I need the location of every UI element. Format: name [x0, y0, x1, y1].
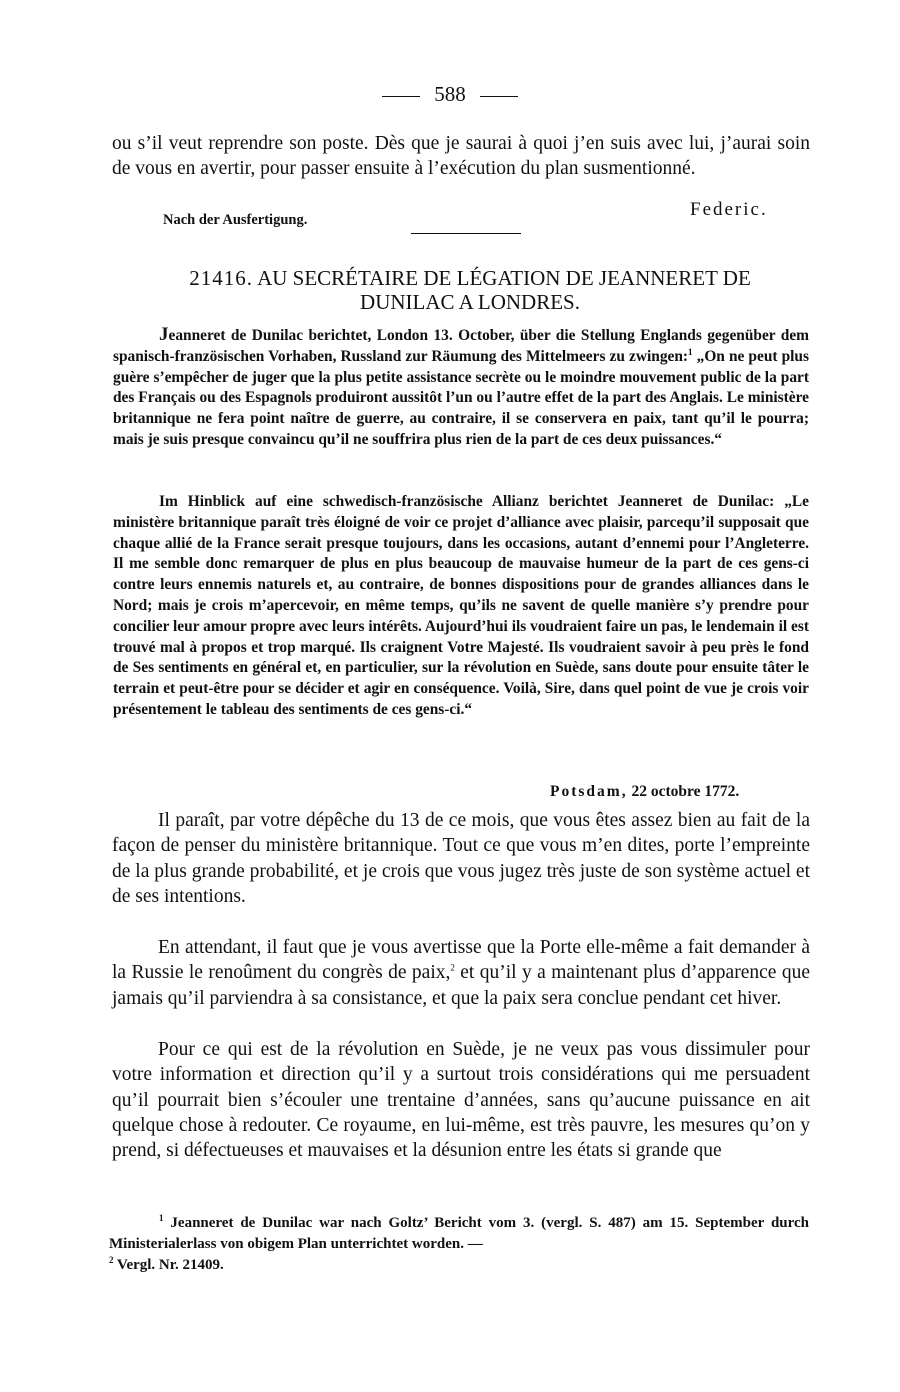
footnote-2 [109, 1255, 809, 1276]
summary-initial: J [159, 324, 169, 345]
footnote-2-mark: 2 [109, 1255, 114, 1265]
footnote-1-text: Jeanneret de Dunilac war nach Goltz’ Bericht vom 3. (vergl. S. 487) am 15. September durch Ministerialerlass von obigem Plan unterrichtet worden. — [109, 1215, 810, 1252]
body-paragraph-1 [112, 808, 810, 909]
source-note: Nach der Ausfertigung. [163, 212, 308, 228]
header-dash-left [382, 96, 420, 97]
letter-heading [140, 266, 800, 314]
summary-paragraph-2 [113, 492, 809, 721]
letter-number: 21416. [189, 266, 253, 290]
body-paragraph-2 [112, 935, 810, 1011]
footnote-2-text: Vergl. Nr. 21409. [116, 1257, 224, 1273]
summary-text-1: eanneret de Dunilac berichtet, London 13. October, über die Stellung Englands gegenüber dem spanisch-französischen Vorhaben, Russland zur Räumung des Mittelmeers zu zwingen: [113, 327, 809, 365]
letter-title: AU SECRÉTAIRE DE LÉGATION DE JEANNERET DE DUNILAC A LONDRES. [257, 266, 751, 314]
summary-quote-1: „On ne peut plus guère s’empêcher de juger que la plus petite assistance secrète ou le moindre mouvement public de la part des Français ou des Espagnols produiront aussitôt l’un ou l’autre effet de la part des Anglais. Le ministère britannique ne fera point naître de guerre, au contraire, il se conservera en paix, tant qu’il le pourra; mais je suis presque convaincu qu’il ne souffrira plus rien de la part de ces deux puissances.“ [113, 347, 809, 448]
dateline-date: 22 octobre 1772. [631, 783, 740, 800]
separator-rule [411, 233, 521, 234]
footnote-1 [109, 1213, 809, 1254]
carryover-paragraph: ou s’il veut reprendre son poste. Dès que je saurai à quoi j’en suis avec lui, j’aurai soin de vous en avertir, pour passer ensuite à l’exécution du plan susmentionné. [112, 133, 810, 180]
page-number: 588 [434, 82, 466, 106]
footnote-ref-1: 1 [688, 346, 693, 357]
dateline-place: Potsdam, [550, 783, 628, 800]
header-dash-right [480, 96, 518, 97]
footnote-1-mark: 1 [159, 1213, 164, 1223]
footnote-ref-2: 2 [450, 962, 455, 973]
body-text-2a: En attendant, il faut que je vous avertisse que la Porte elle-même a fait demander à la Russie le renoûment du congrès de paix, [112, 937, 810, 984]
summary-paragraph-1 [113, 325, 809, 451]
dateline [550, 783, 739, 801]
body-text-1: Il paraît, par votre dépêche du 13 de ce mois, que vous êtes assez bien au fait de la façon de penser du ministère britannique. Tout ce que vous m’en dites, porte l’empreinte de la plus grande probabilité, et je crois que vous jugez très juste de son système actuel et de ses intentions. [112, 810, 810, 907]
body-paragraph-3 [112, 1037, 810, 1163]
body-text-3: Pour ce qui est de la révolution en Suède, je ne veux pas vous dissimuler pour votre information et direction qu’il y a surtout trois considérations qui me persuadent qu’il pourrait bien s’écouler une trentaine d’années, sans qu’aucune puissance en ait quelque chose à redouter. Ce royaume, en lui-même, est très pauvre, les mesures qu’on y prend, si défectueuses et mauvaises et la désunion entre les états si grande que [112, 1039, 810, 1162]
body-text-2b: et qu’il y a maintenant plus d’apparence que jamais qu’il parviendra à sa consistance, et que la paix sera conclue pendant cet hiver. [112, 962, 810, 1009]
summary-text-2: Im Hinblick auf eine schwedisch-französische Allianz berichtet Jeanneret de Dunilac: „Le ministère britannique paraît très éloigné de voir ce projet d’alliance avec plaisir, parcequ’il supposait que chaque allié de la France serait presque toujours, dans les occasions, autant d’ennemi pour l’Angleterre. Il me semble donc remarquer de plus en plus beaucoup de mauvaise humeur de la part de ces gens-ci contre leurs ennemis naturels et, au contraire, de bonnes dispositions pour de grandes alliances dans le Nord; mais je crois m’apercevoir, en même temps, qu’ils ne savent de quelle manière s’y prendre pour concilier leur amour propre avec leurs intérêts. Aujourd’hui ils voudraient faire un pas, le lendemain il est trouvé mal à propos et trop marqué. Ils craignent Votre Majesté. Ils voudraient savoir à peu près le fond de Ses sentiments en général et, en particulier, sur la révolution en Suède, sans doute pour ensuite tâter le terrain et peut-être pour se décider et agir en conséquence. Voilà, Sire, dans quel point de vue je crois voir présentement le tableau des sentiments de ces gens-ci.“ [113, 493, 809, 718]
page-header [0, 82, 900, 107]
signature: Federic. [690, 199, 768, 220]
